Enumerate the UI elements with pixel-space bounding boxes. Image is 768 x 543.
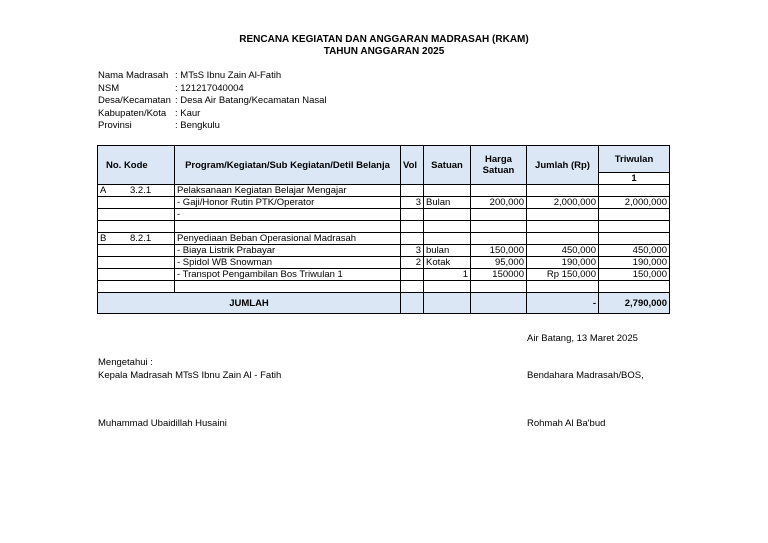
- table-row: [98, 185, 670, 197]
- mengetahui-label: Mengetahui :: [98, 357, 153, 368]
- info-value-nsm: : 121217040004: [175, 83, 244, 94]
- header-jumlah: Jumlah (Rp): [527, 146, 599, 185]
- info-value-kabupaten: : Kaur: [175, 108, 201, 119]
- row-jumlah: [527, 185, 599, 197]
- info-label-desa: Desa/Kecamatan: [98, 95, 171, 106]
- info-value-nama: : MTsS Ibnu Zain Al-Fatih: [175, 70, 282, 81]
- row-harga: [471, 209, 527, 221]
- header-triwulan: Triwulan: [599, 146, 670, 173]
- row-no: A: [100, 185, 107, 196]
- row-program: [175, 281, 401, 293]
- row-satuan: [424, 209, 471, 221]
- row-harga: [471, 233, 527, 245]
- row-vol: [401, 269, 424, 281]
- row-satuan: [424, 281, 471, 293]
- header-program: Program/Kegiatan/Sub Kegiatan/Detil Belanja: [175, 146, 401, 185]
- table-row: [98, 281, 670, 293]
- header-no-kode: No. Kode: [98, 146, 175, 185]
- row-harga: 200,000: [471, 197, 527, 209]
- document-title: RENCANA KEGIATAN DAN ANGGARAN MADRASAH (RKAM): [239, 34, 529, 45]
- row-harga: [471, 221, 527, 233]
- row-triwulan: 150,000: [599, 269, 670, 281]
- info-value-provinsi: : Bengkulu: [175, 120, 220, 131]
- table-row: [98, 197, 670, 209]
- row-triwulan: 2,000,000: [599, 197, 670, 209]
- row-program: -: [175, 209, 401, 221]
- row-jumlah: [527, 221, 599, 233]
- row-harga: [471, 281, 527, 293]
- rkam-table: [97, 145, 670, 314]
- row-triwulan: [599, 185, 670, 197]
- row-jumlah: [527, 281, 599, 293]
- row-jumlah: 2,000,000: [527, 197, 599, 209]
- row-program: Penyediaan Beban Operasional Madrasah: [175, 233, 401, 245]
- total-label: JUMLAH: [98, 293, 401, 314]
- row-kode: 3.2.1: [130, 185, 152, 196]
- row-jumlah: [527, 209, 599, 221]
- row-satuan: bulan: [424, 245, 471, 257]
- row-harga: 150,000: [471, 245, 527, 257]
- total-row: [98, 293, 670, 314]
- row-vol: [401, 233, 424, 245]
- row-triwulan: [599, 221, 670, 233]
- info-label-kabupaten: Kabupaten/Kota: [98, 108, 167, 119]
- document-subtitle: TAHUN ANGGARAN 2025: [323, 46, 445, 57]
- row-program: - Transpot Pengambilan Bos Triwulan 1: [175, 269, 401, 281]
- row-jumlah: 190,000: [527, 257, 599, 269]
- treasurer-name: Rohmah Al Ba'bud: [527, 418, 606, 429]
- row-vol: [401, 185, 424, 197]
- principal-title: Kepala Madrasah MTsS Ibnu Zain Al - Fatih: [98, 370, 282, 381]
- row-satuan: [424, 221, 471, 233]
- header-triwulan-number: 1: [599, 173, 670, 185]
- row-vol: [401, 281, 424, 293]
- total-jumlah: -: [527, 293, 599, 314]
- row-program: - Biaya Listrik Prabayar: [175, 245, 401, 257]
- row-satuan: [424, 233, 471, 245]
- row-harga: 95,000: [471, 257, 527, 269]
- table-row: [98, 221, 670, 233]
- row-triwulan: [599, 281, 670, 293]
- row-satuan: 1: [424, 269, 471, 281]
- row-satuan: Kotak: [424, 257, 471, 269]
- info-label-nama: Nama Madrasah: [98, 70, 169, 81]
- row-satuan: Bulan: [424, 197, 471, 209]
- row-program: Pelaksanaan Kegiatan Belajar Mengajar: [175, 185, 401, 197]
- header-vol: Vol: [401, 146, 424, 185]
- row-vol: 3: [401, 245, 424, 257]
- row-satuan: [424, 185, 471, 197]
- row-program: - Spidol WB Snowman: [175, 257, 401, 269]
- row-program: [175, 221, 401, 233]
- table-row: [98, 233, 670, 245]
- info-label-nsm: NSM: [98, 83, 120, 94]
- row-triwulan: 450,000: [599, 245, 670, 257]
- info-label-provinsi: Provinsi: [98, 120, 132, 131]
- row-program: - Gaji/Honor Rutin PTK/Operator: [175, 197, 401, 209]
- info-value-desa: : Desa Air Batang/Kecamatan Nasal: [175, 95, 327, 106]
- row-harga: 150000: [471, 269, 527, 281]
- total-triwulan: 2,790,000: [599, 293, 670, 314]
- row-vol: [401, 221, 424, 233]
- row-no: B: [100, 233, 107, 244]
- table-row: [98, 245, 670, 257]
- row-triwulan: [599, 233, 670, 245]
- treasurer-title: Bendahara Madrasah/BOS,: [527, 370, 644, 381]
- row-vol: 2: [401, 257, 424, 269]
- principal-name: Muhammad Ubaidillah Husaini: [98, 418, 227, 429]
- row-kode: 8.2.1: [130, 233, 152, 244]
- row-jumlah: Rp 150,000: [527, 269, 599, 281]
- header-harga-satuan: Harga Satuan: [471, 146, 527, 185]
- row-jumlah: 450,000: [527, 245, 599, 257]
- row-harga: [471, 185, 527, 197]
- row-vol: [401, 209, 424, 221]
- table-row: [98, 209, 670, 221]
- table-row: [98, 269, 670, 281]
- row-jumlah: [527, 233, 599, 245]
- header-satuan: Satuan: [424, 146, 471, 185]
- table-row: [98, 257, 670, 269]
- row-vol: 3: [401, 197, 424, 209]
- row-triwulan: [599, 209, 670, 221]
- place-date: Air Batang, 13 Maret 2025: [527, 333, 638, 344]
- row-triwulan: 190,000: [599, 257, 670, 269]
